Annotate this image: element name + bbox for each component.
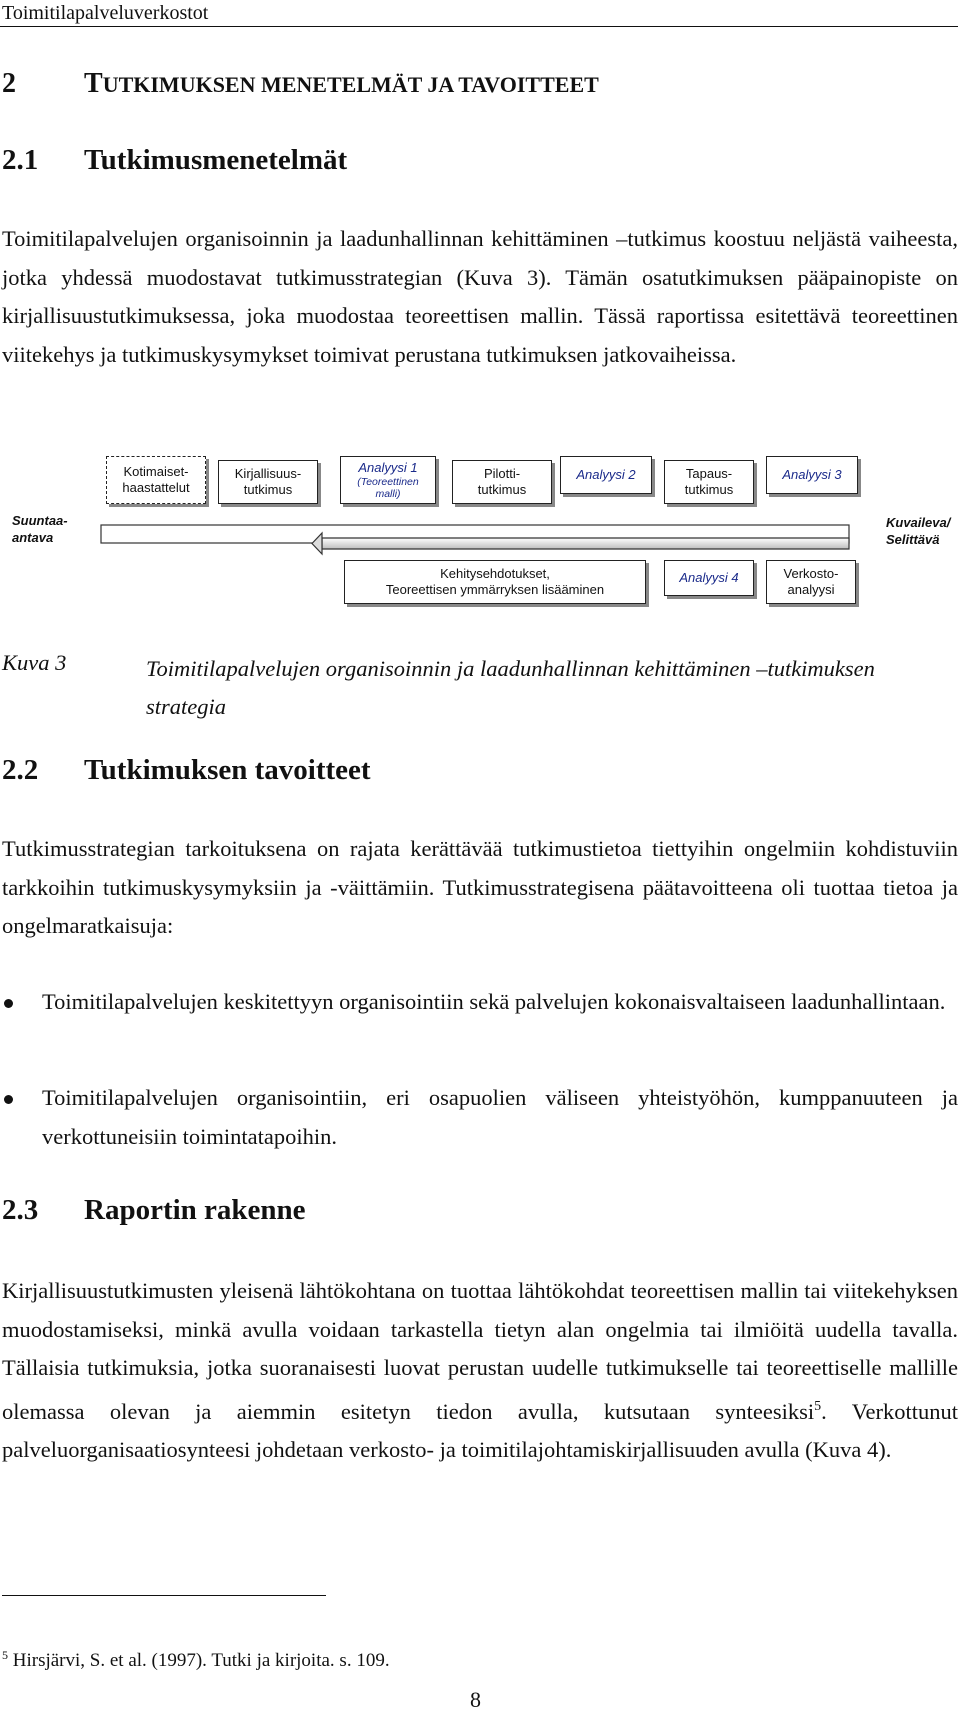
box-development-proposals	[344, 560, 646, 604]
box-analysis-1-label: Analyysi 1	[358, 460, 418, 475]
box-analysis-2-label: Analyysi 2	[576, 467, 636, 482]
section-heading-2-1	[2, 144, 347, 177]
paragraph-methods	[2, 220, 958, 374]
list-item-text: Toimitilapalvelujen organisointiin, eri osapuolien väliseen yhteistyöhön, kumppanuuteen ja verkottuneisiin toimintatapoihin.	[42, 1085, 958, 1149]
box-domestic-interviews	[106, 456, 206, 504]
section-title: Tutkimusmenetelmät	[84, 144, 348, 176]
box-analysis-1	[340, 456, 436, 504]
chapter-heading	[2, 68, 599, 100]
label-exploratory: Suuntaa- antava	[12, 513, 68, 545]
research-strategy-figure	[0, 450, 960, 620]
box-development-proposals-label: Kehitysehdotukset, Teoreettisen ymmärryksen lisääminen	[385, 566, 605, 597]
paragraph-text	[2, 1272, 958, 1470]
footnote-text: Hirsjärvi, S. et al. (1997). Tutki ja kirjoita. s. 109.	[8, 1650, 390, 1671]
paragraph-text-part-1: Kirjallisuustutkimusten yleisenä lähtökohtana on tuottaa lähtökohdat teoreettisen mallin tai viitekehyksen muodostamiseksi, minkä avulla voidaan tarkastella tietyn alan ongelmia tai ilmiöitä uudella tavalla. Tällaisia tutkimuksia, jotka suoranaisesti luovat perustan uudelle tutkimukselle tai teoreettiselle mallille olemassa olevan ja aiemmin esitetyn tiedon avulla, kutsutaan synteesiksi	[2, 1278, 958, 1424]
box-analysis-2	[560, 456, 652, 494]
box-analysis-4	[664, 560, 754, 596]
figure-caption-label: Kuva 3	[2, 650, 67, 675]
box-network-analysis-label: Verkosto- analyysi	[783, 566, 839, 597]
label-descriptive: Kuvaileva/ Selittävä	[886, 515, 951, 547]
arrow-shaft	[322, 538, 849, 549]
footnote	[2, 1643, 390, 1673]
chapter-title-initial: T	[84, 68, 103, 99]
paragraph-text: Tutkimusstrategian tarkoituksena on rajata kerättävää tutkimustietoa tiettyihin ongelmiin kohdistuviin tarkkoihin tutkimuskysymyksiin ja -väittämiin. Tutkimusstrategisena päätavoitteena oli tuottaa tietoa ja ongelmaratkaisuja:	[2, 836, 958, 938]
box-pilot-study-label: Pilotti- tutkimus	[477, 466, 527, 497]
box-network-analysis	[766, 560, 856, 604]
section-number: 2.3	[2, 1194, 39, 1226]
bullet-icon	[4, 1095, 13, 1104]
box-analysis-3	[766, 456, 858, 494]
box-case-study-label: Tapaus- tutkimus	[684, 466, 734, 497]
box-pilot-study	[452, 460, 552, 504]
box-analysis-4-label: Analyysi 4	[679, 570, 739, 585]
bullet-icon	[4, 999, 13, 1008]
chapter-number: 2	[2, 68, 16, 99]
chapter-title-rest: UTKIMUKSEN MENETELMÄT JA TAVOITTEET	[102, 72, 599, 97]
footnote-number: 5	[2, 1648, 8, 1662]
box-analysis-3-label: Analyysi 3	[782, 467, 842, 482]
process-arrow	[101, 525, 849, 554]
box-case-study	[664, 460, 754, 504]
list-item	[2, 983, 958, 1022]
page-number: 8	[470, 1687, 481, 1712]
running-header	[0, 0, 958, 27]
paragraph-structure	[2, 1272, 958, 1470]
footnote-divider	[2, 1595, 326, 1596]
section-heading-2-2	[2, 754, 371, 787]
box-literature-study-label: Kirjallisuus- tutkimus	[234, 466, 302, 497]
box-analysis-1-sublabel: (Teoreettinen malli)	[357, 476, 419, 500]
footnote-reference: 5	[814, 1398, 822, 1414]
section-title: Raportin rakenne	[84, 1194, 306, 1226]
figure-caption-text: Toimitilapalvelujen organisoinnin ja laadunhallinnan kehittäminen –tutkimuksen strategia	[146, 656, 875, 719]
running-header-title: Toimitilapalveluverkostot	[2, 2, 209, 24]
paragraph-text-part-2: . Verkottunut palveluorganisaatiosynteesi johdetaan verkosto- ja toimitilajohtamiskirjallisuuden avulla (Kuva 4).	[2, 1398, 958, 1462]
box-literature-study	[218, 460, 318, 504]
section-number: 2.1	[2, 144, 39, 176]
section-number: 2.2	[2, 754, 39, 786]
section-title: Tutkimuksen tavoitteet	[84, 754, 371, 786]
box-domestic-interviews-label: Kotimaiset- haastattelut	[122, 464, 190, 495]
paragraph-text: Toimitilapalvelujen organisoinnin ja laadunhallinnan kehittäminen –tutkimus koostuu neljästä vaiheesta, jotka yhdessä muodostavat tutkimusstrategian (Kuva 3). Tämän osatutkimuksen pääpainopiste on kirjallisuustutkimuksessa, joka muodostaa teoreettisen mallin. Tässä raportissa esitettävä teoreettinen viitekehys ja tutkimuskysymykset toimivat perustana tutkimuksen jatkovaiheissa.	[2, 226, 958, 367]
list-item-text: Toimitilapalvelujen keskitettyyn organisointiin sekä palvelujen kokonaisvaltaiseen laadunhallintaan.	[42, 989, 946, 1014]
paragraph-goals	[2, 830, 958, 946]
section-heading-2-3	[2, 1194, 306, 1227]
list-item	[2, 1079, 958, 1156]
